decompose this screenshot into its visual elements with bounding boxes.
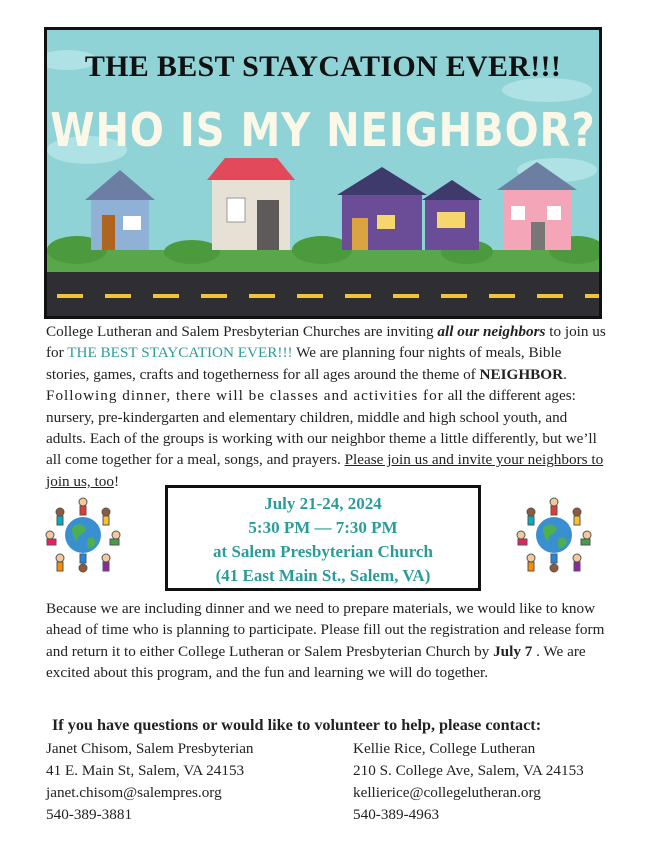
event-place: at Salem Presbyterian Church [213,542,433,561]
contact-heading: If you have questions or would like to volunteer to help, please contact: [52,716,542,734]
event-details-box [165,485,481,591]
banner-title: THE BEST STAYCATION EVER!!! [84,50,562,83]
contact-name: Kellie Rice, College Lutheran [353,740,536,757]
contact-left [46,738,254,826]
intro-highlight: THE BEST STAYCATION EVER!!! [67,344,293,362]
intro-text: ! [113,472,119,490]
event-address: (41 East Main St., Salem, VA) [215,566,431,585]
banner-subtitle: WHO IS MY NEIGHBOR? [50,104,596,158]
registration-deadline: July 7 [493,642,533,660]
registration-text: Because we are including dinner and we need to prepare materials, we would like to know ahead of time who is planning to participate. Please fill out the registration and release form and return it to either College Lutheran or Salem Presbyterian Church by [46,600,605,660]
banner-image [44,27,602,319]
contact-right [353,738,584,826]
intro-text: all the different ages: nursery, pre-kindergarten and elementary children, middle and high school youth, and adults. Each of the groups is working with our neighbor theme a little differently, but we’ll all come together for a meal, songs, and prayers. [46,387,597,469]
contact-phone: 540-389-3881 [46,806,133,823]
intro-text: We are planning four nights of meals, Bible stories, games, crafts and togetherness for all ages around the theme of [46,344,562,383]
event-dates: July 21-24, 2024 [264,494,382,513]
intro-invite: Please join us and invite your neighbors to join us, too [46,451,604,490]
contact-address: 210 S. College Ave, Salem, VA 24153 [353,762,584,779]
contact-phone: 540-389-4963 [353,806,440,823]
house-red-roof [207,158,295,250]
registration-paragraph [46,598,606,684]
intro-text: College Lutheran and Salem Presbyterian Churches are inviting [46,323,438,340]
contact-name: Janet Chisom, Salem Presbyterian [46,740,254,757]
intro-emphasis: all our neighbors [437,323,546,340]
globe-children-icon [511,492,597,578]
contact-address: 41 E. Main St, Salem, VA 24153 [46,762,245,779]
event-time: 5:30 PM — 7:30 PM [248,518,398,537]
intro-text: to join us for [46,323,606,362]
contact-email[interactable]: kellierice@collegelutheran.org [353,784,541,801]
intro-text: . Following dinner, there will be classes and activities for [46,365,568,405]
intro-theme: NEIGHBOR [479,365,564,383]
contact-email[interactable]: janet.chisom@salempres.org [46,784,222,801]
intro-paragraph [46,321,606,492]
registration-text: . We are excited about this program, and the fun and learning we will do together. [46,642,586,682]
globe-children-icon [40,492,126,578]
